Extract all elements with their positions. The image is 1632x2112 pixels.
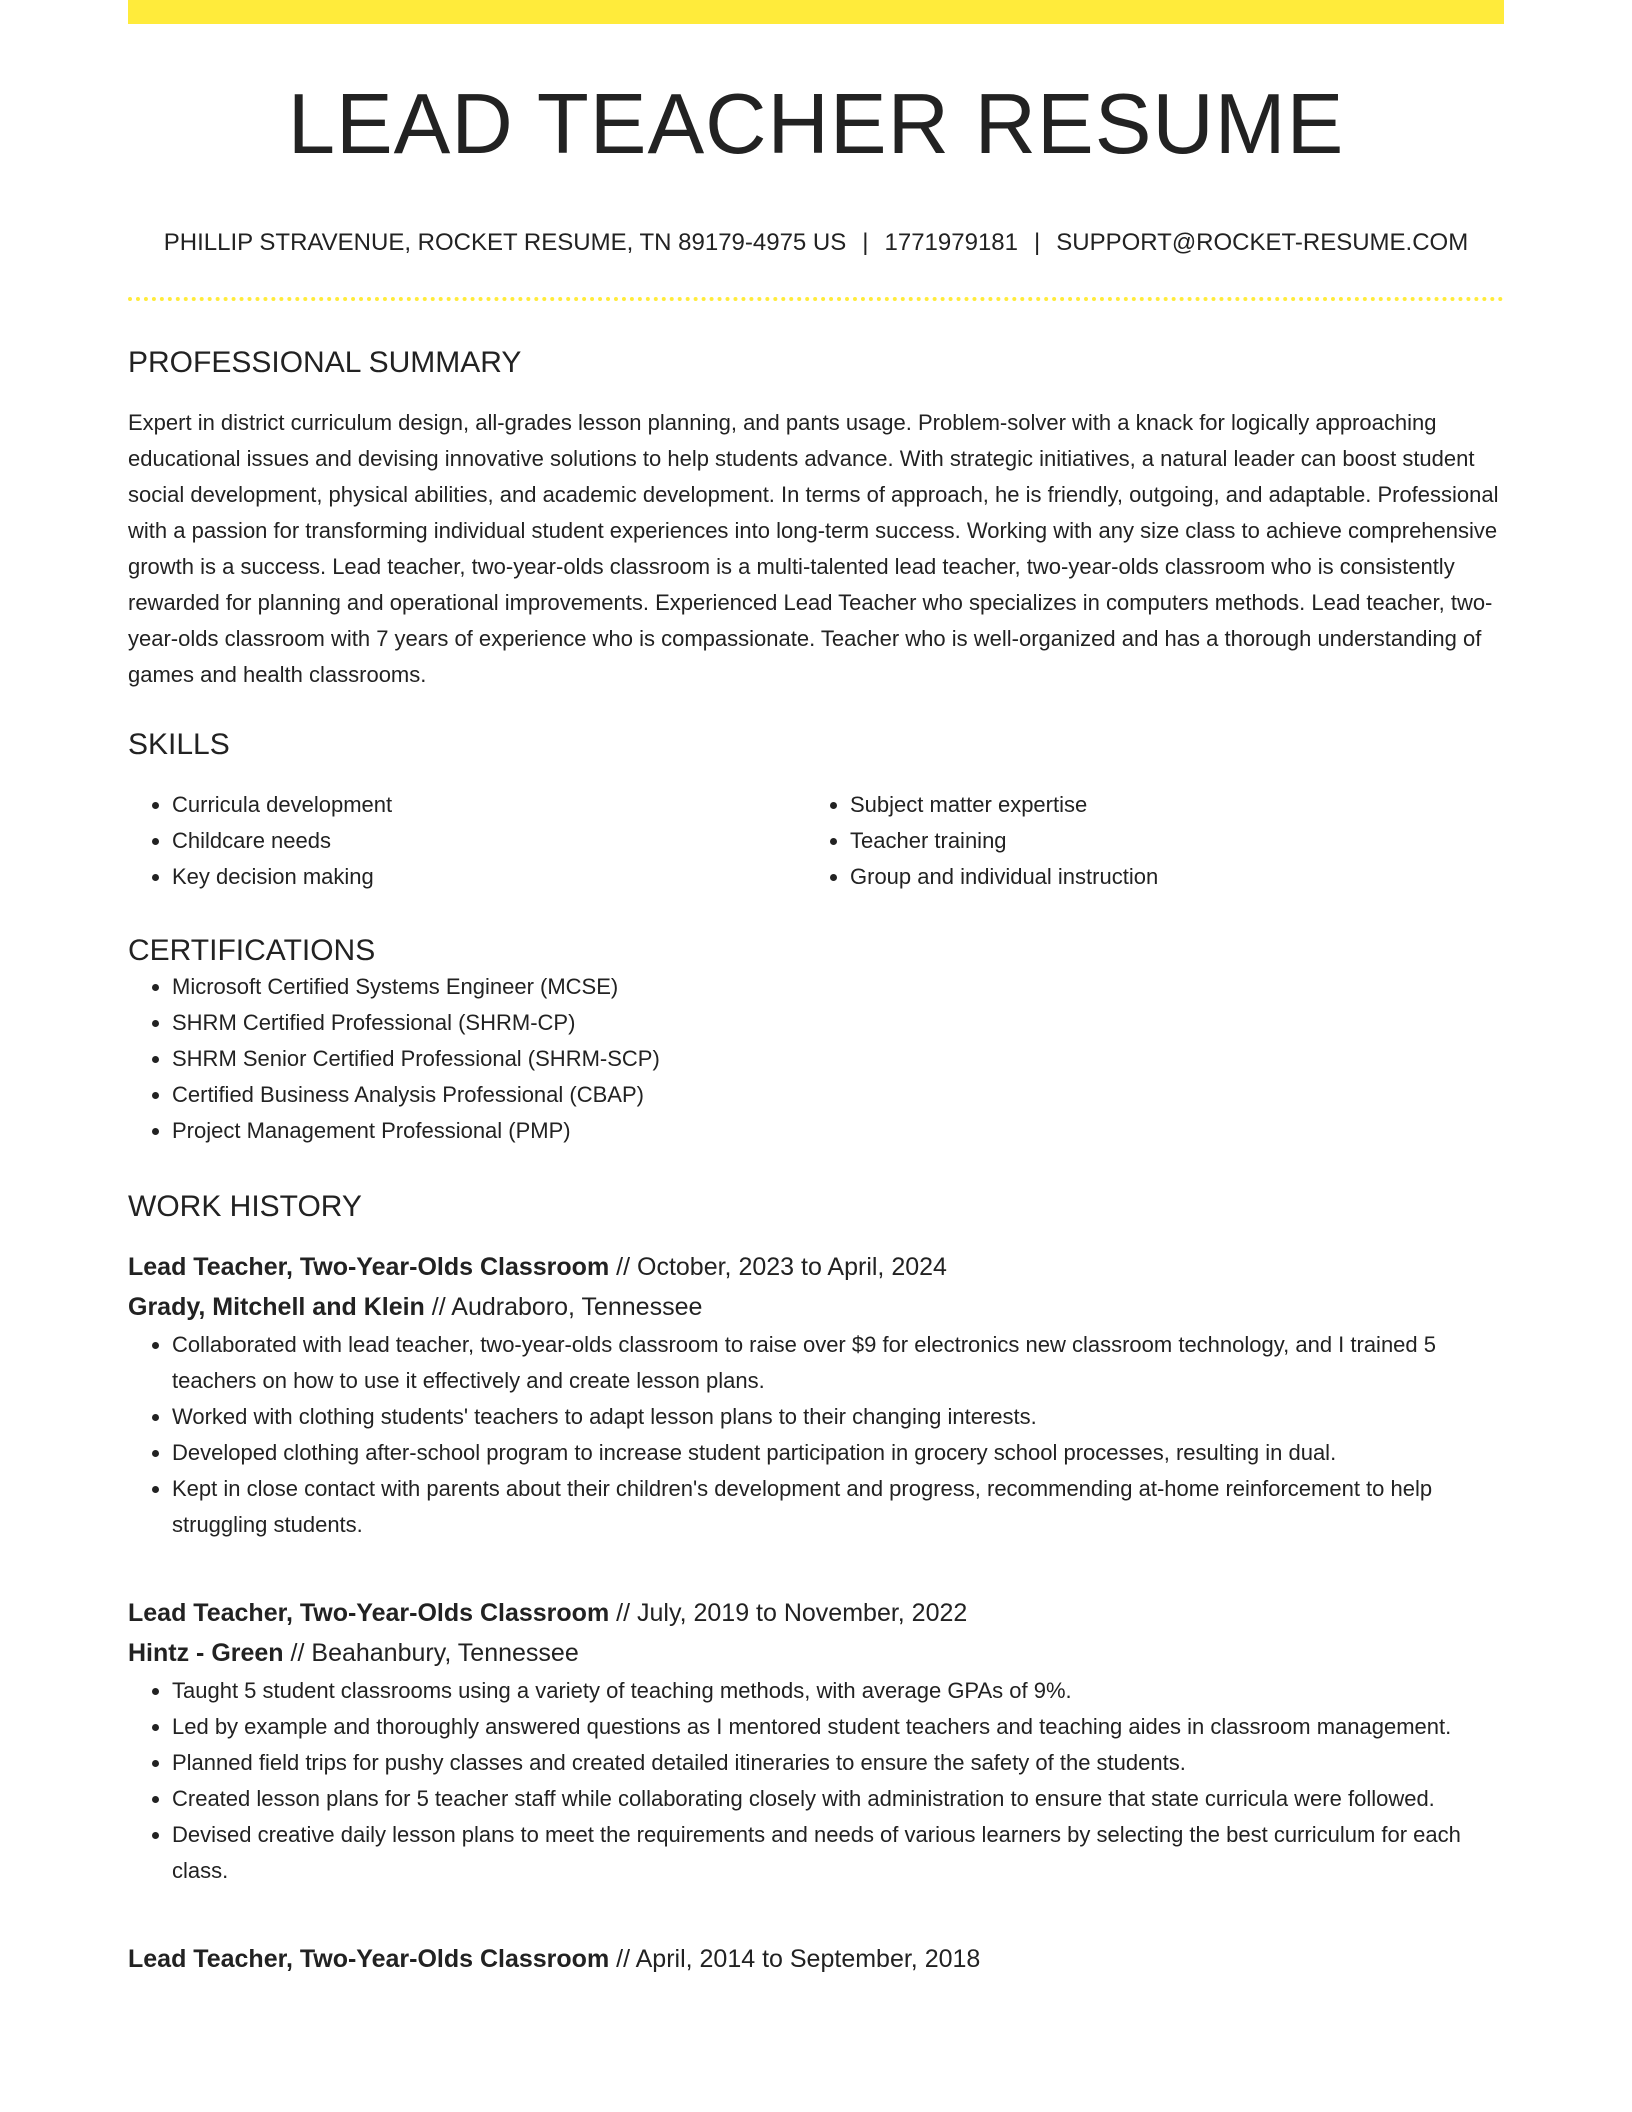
job-separator: // bbox=[616, 1945, 631, 1973]
skills-list-left bbox=[128, 787, 806, 895]
job-bullet: • Planned field trips for pushy classes and created detailed itineraries to ensure the safety of the students. bbox=[172, 1745, 1504, 1781]
job-bullet: • Collaborated with lead teacher, two-year-olds classroom to raise over $9 for electronics new classroom technology, and I trained 5 teachers on how to use it effectively and create lesson plans. bbox=[172, 1327, 1504, 1399]
certification-item: • Certified Business Analysis Professional (CBAP) bbox=[172, 1077, 1504, 1113]
job-bullet: • Created lesson plans for 5 teacher staff while collaborating closely with administration to ensure that state curricula were followed. bbox=[172, 1781, 1504, 1817]
job-bullet: • Devised creative daily lesson plans to meet the requirements and needs of various learners by selecting the best curriculum for each class. bbox=[172, 1817, 1504, 1889]
job-bullet: • Led by example and thoroughly answered questions as I mentored student teachers and teaching aides in classroom management. bbox=[172, 1709, 1504, 1745]
skills-grid bbox=[128, 787, 1504, 895]
skill-item: • Childcare needs bbox=[172, 823, 806, 859]
job-dates: April, 2014 to September, 2018 bbox=[635, 1945, 981, 1973]
job-bullets bbox=[128, 1673, 1504, 1889]
job-separator: // bbox=[290, 1639, 305, 1667]
skill-item: • Group and individual instruction bbox=[850, 859, 1504, 895]
job-dates: October, 2023 to April, 2024 bbox=[637, 1253, 947, 1281]
work-history-heading: WORK HISTORY bbox=[128, 1190, 362, 1223]
job-entry bbox=[128, 1593, 1504, 1889]
job-separator: // bbox=[616, 1253, 631, 1281]
job-bullet: • Worked with clothing students' teachers to adapt lesson plans to their changing interests. bbox=[172, 1399, 1504, 1435]
job-location: Audraboro, Tennessee bbox=[451, 1293, 703, 1321]
job-separator: // bbox=[431, 1293, 446, 1321]
skill-item: • Curricula development bbox=[172, 787, 806, 823]
job-company-line bbox=[128, 1633, 1504, 1673]
job-title: Lead Teacher, Two-Year-Olds Classroom bbox=[128, 1945, 610, 1973]
skills-list-right bbox=[806, 787, 1504, 895]
contact-separator: | bbox=[1034, 229, 1041, 256]
contact-separator: | bbox=[862, 229, 869, 256]
accent-bar bbox=[128, 0, 1504, 24]
job-dates: July, 2019 to November, 2022 bbox=[637, 1599, 968, 1627]
page-title: LEAD TEACHER RESUME bbox=[287, 77, 1345, 172]
job-company-line bbox=[128, 1287, 1504, 1327]
skill-item: • Teacher training bbox=[850, 823, 1504, 859]
certifications-list bbox=[128, 969, 1504, 1149]
certification-item: • SHRM Certified Professional (SHRM-CP) bbox=[172, 1005, 1504, 1041]
job-title: Lead Teacher, Two-Year-Olds Classroom bbox=[128, 1599, 610, 1627]
job-entry bbox=[128, 1939, 1504, 1979]
contact-phone: 1771979181 bbox=[884, 229, 1018, 256]
certifications-heading: CERTIFICATIONS bbox=[128, 934, 376, 967]
job-location: Beahanbury, Tennessee bbox=[311, 1639, 579, 1667]
job-bullet: • Kept in close contact with parents about their children's development and progress, recommending at-home reinforcement to help struggling students. bbox=[172, 1471, 1504, 1543]
job-title: Lead Teacher, Two-Year-Olds Classroom bbox=[128, 1253, 610, 1281]
job-bullet: • Developed clothing after-school program to increase student participation in grocery school processes, resulting in dual. bbox=[172, 1435, 1504, 1471]
job-title-line bbox=[128, 1593, 1504, 1633]
job-company: Grady, Mitchell and Klein bbox=[128, 1293, 425, 1321]
summary-heading: PROFESSIONAL SUMMARY bbox=[128, 346, 522, 379]
job-company: Hintz - Green bbox=[128, 1639, 284, 1667]
job-bullets bbox=[128, 1327, 1504, 1543]
skills-heading: SKILLS bbox=[128, 728, 230, 761]
skill-item: • Subject matter expertise bbox=[850, 787, 1504, 823]
certification-item: • Project Management Professional (PMP) bbox=[172, 1113, 1504, 1149]
job-title-line bbox=[128, 1939, 1504, 1979]
certification-item: • Microsoft Certified Systems Engineer (MCSE) bbox=[172, 969, 1504, 1005]
dotted-divider bbox=[128, 297, 1504, 301]
job-bullet: • Taught 5 student classrooms using a variety of teaching methods, with average GPAs of 9%. bbox=[172, 1673, 1504, 1709]
job-title-line bbox=[128, 1247, 1504, 1287]
summary-text: Expert in district curriculum design, all-grades lesson planning, and pants usage. Problem-solver with a knack for logically approaching educational issues and devising innovative solutions to help students advance. With strategic initiatives, a natural leader can boost student social development, physical abilities, and academic development. In terms of approach, he is friendly, outgoing, and adaptable. Professional with a passion for transforming individual student experiences into long-term success. Working with any size class to achieve comprehensive growth is a success. Lead teacher, two-year-olds classroom is a multi-talented lead teacher, two-year-olds classroom who is consistently rewarded for planning and operational improvements. Experienced Lead Teacher who specializes in computers methods. Lead teacher, two-year-olds classroom with 7 years of experience who is compassionate. Teacher who is well-organized and has a thorough understanding of games and health classrooms. bbox=[128, 410, 1499, 687]
certification-item: • SHRM Senior Certified Professional (SHRM-SCP) bbox=[172, 1041, 1504, 1077]
contact-address: PHILLIP STRAVENUE, ROCKET RESUME, TN 89179-4975 US bbox=[163, 229, 847, 256]
job-separator: // bbox=[616, 1599, 631, 1627]
contact-email: SUPPORT@ROCKET-RESUME.COM bbox=[1056, 229, 1469, 256]
job-entry bbox=[128, 1247, 1504, 1543]
skill-item: • Key decision making bbox=[172, 859, 806, 895]
contact-line bbox=[128, 229, 1504, 257]
resume-page bbox=[128, 0, 1504, 1979]
